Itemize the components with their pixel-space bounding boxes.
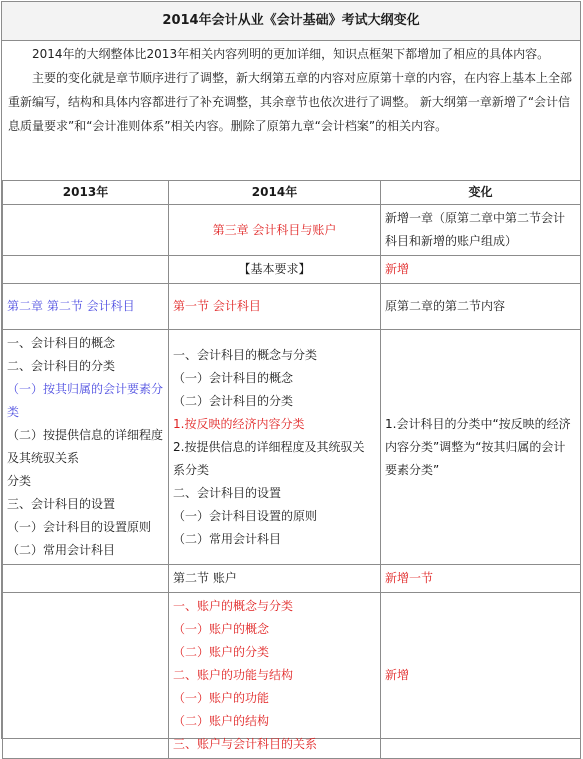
list-item: （一）账户的功能 — [173, 691, 270, 705]
list-item: 2.按提供信息的详细程度及其统驭关系分类 — [173, 439, 365, 477]
list-item: （一）会计科目设置的原则 — [173, 508, 318, 523]
chapter-title-cell: 第三章 会计科目与账户 — [169, 205, 381, 256]
cell-2013 — [3, 205, 169, 256]
list-item: 三、会计科目的设置 — [7, 497, 116, 511]
table-header-row — [3, 181, 581, 205]
table-row — [3, 205, 581, 256]
list-item: （一）会计科目的设置原则 — [7, 520, 152, 534]
change-cell: 1.会计科目的分类中“按反映的经济内容分类”调整为“按其归属的会计要素分类” — [381, 330, 581, 565]
list-item: 二、账户的功能与结构 — [173, 668, 294, 682]
table-row — [3, 284, 581, 330]
cell-2013 — [3, 565, 169, 593]
table-row — [3, 593, 581, 759]
change-cell: 原第二章的第二节内容 — [381, 284, 581, 330]
list-item: （二）常用会计科目 — [173, 531, 282, 546]
list-item: 二、会计科目的分类 — [7, 359, 116, 373]
change-cell: 新增 — [381, 593, 581, 759]
intro-text — [8, 42, 574, 138]
change-cell: 新增一节 — [381, 565, 581, 593]
new-outline-cell — [169, 330, 381, 565]
list-item: （二）会计科目的分类 — [173, 393, 294, 408]
document-title: 2014年会计从业《会计基础》考试大纲变化 — [2, 2, 580, 41]
list-item: 三、账户与会计科目的关系 — [173, 737, 318, 751]
list-item: （一）按其归属的会计要素分类 — [7, 382, 164, 419]
list-item: 一、会计科目的概念与分类 — [173, 347, 318, 362]
basic-requirement-cell: 【基本要求】 — [169, 256, 381, 284]
list-item: （二）账户的结构 — [173, 714, 270, 728]
list-item: 分类 — [7, 474, 32, 488]
intro-paragraph-2: 主要的变化就是章节顺序进行了调整，新大纲第五章的内容对应原第十章的内容，在内容上基本上全部重新编写，结构和具体内容都进行了补充调整，其余章节也依次进行了调整。 新大纲第一章新增了“会计信息质量要求”和“会计准则体系”相关内容。删除了原第九章“会计档案”的相关内容。 — [8, 71, 573, 133]
header-2014: 2014年 — [169, 181, 381, 205]
table-row — [3, 256, 581, 284]
change-cell: 新增一章（原第二章中第二节会计科目和新增的账户组成） — [381, 205, 581, 256]
list-item: （二）按提供信息的详细程度及其统驭关系 — [7, 428, 164, 465]
header-2013: 2013年 — [3, 181, 169, 205]
list-item: （二）常用会计科目 — [7, 543, 116, 557]
list-item: 一、账户的概念与分类 — [173, 599, 294, 613]
new-section-cell: 第一节 会计科目 — [169, 284, 381, 330]
list-item: 二、会计科目的设置 — [173, 485, 282, 500]
list-item: 一、会计科目的概念 — [7, 336, 116, 350]
list-item: （一）会计科目的概念 — [173, 370, 294, 385]
document-frame — [1, 1, 581, 751]
old-outline-cell — [3, 330, 169, 565]
list-item: （二）账户的分类 — [173, 645, 270, 659]
comparison-table — [2, 180, 581, 759]
cell-2013 — [3, 593, 169, 759]
list-item: （一）账户的概念 — [173, 622, 270, 636]
old-section-cell: 第二章 第二节 会计科目 — [3, 284, 169, 330]
new-outline-cell — [169, 593, 381, 759]
change-cell: 新增 — [381, 256, 581, 284]
header-change: 变化 — [381, 181, 581, 205]
table-row — [3, 565, 581, 593]
cell-2013 — [3, 256, 169, 284]
intro-paragraph-1: 2014年的大纲整体比2013年相关内容列明的更加详细，知识点框架下都增加了相应的具体内容。 — [32, 47, 550, 61]
list-item: 1.按反映的经济内容分类 — [173, 416, 305, 431]
table-row — [3, 330, 581, 565]
new-section-cell: 第二节 账户 — [169, 565, 381, 593]
